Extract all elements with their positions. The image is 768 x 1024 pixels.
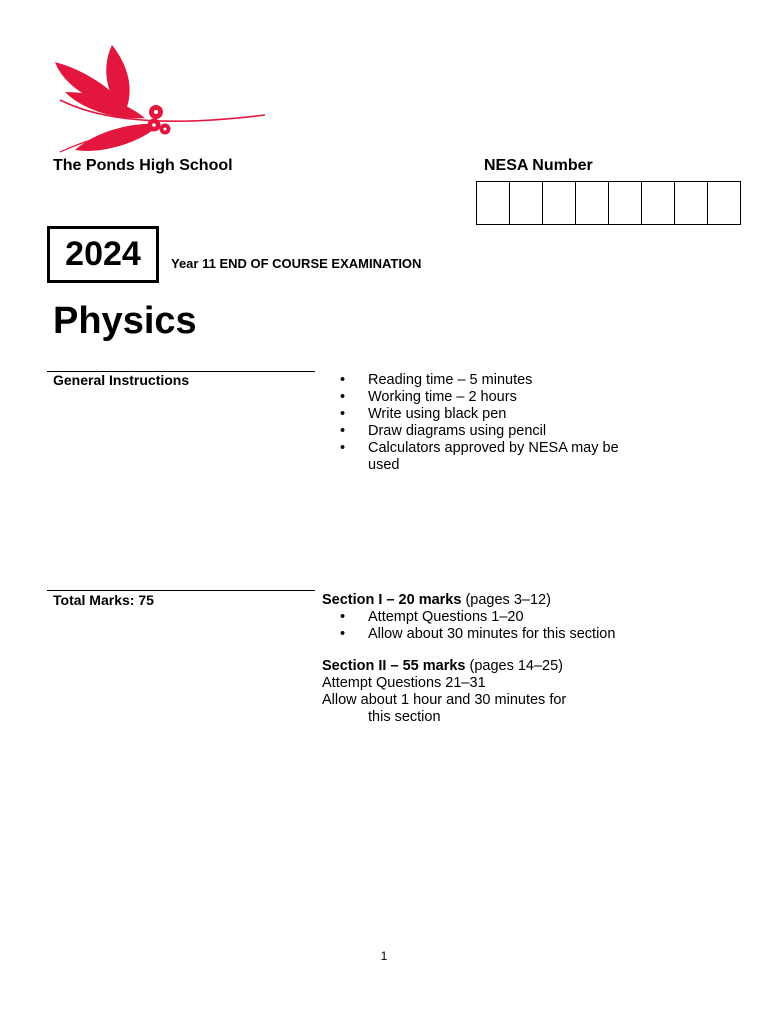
section-1-heading: Section I – 20 marks (pages 3–12) — [322, 592, 551, 608]
list-item: • Reading time – 5 minutes — [340, 372, 533, 388]
nesa-digit-box[interactable] — [675, 182, 708, 224]
nesa-digit-box[interactable] — [642, 182, 675, 224]
school-logo-icon — [50, 40, 265, 160]
nesa-digit-box[interactable] — [477, 182, 510, 224]
general-instructions-list — [340, 372, 640, 474]
page-number: 1 — [380, 949, 388, 963]
exam-title: Year 11 END OF COURSE EXAMINATION — [171, 256, 422, 271]
nesa-number-boxes — [476, 181, 741, 225]
section-2 — [322, 658, 652, 726]
list-item: • Attempt Questions 1–20 — [340, 609, 524, 625]
total-marks-label: Total Marks: 75 — [53, 592, 154, 608]
general-instructions-label: General Instructions — [53, 372, 190, 388]
nesa-number-label: NESA Number — [484, 157, 593, 174]
section-2-line: Allow about 1 hour and 30 minutes for — [322, 692, 567, 708]
nesa-digit-box[interactable] — [576, 182, 609, 224]
section-1-list — [340, 609, 640, 643]
nesa-digit-box[interactable] — [708, 182, 740, 224]
list-item: • Allow about 30 minutes for this section — [340, 626, 616, 642]
section-2-line: this section — [368, 709, 441, 725]
list-item: • Draw diagrams using pencil — [340, 423, 547, 439]
divider — [47, 590, 315, 591]
nesa-digit-box[interactable] — [510, 182, 543, 224]
nesa-digit-box[interactable] — [609, 182, 642, 224]
school-name: The Ponds High School — [53, 157, 233, 174]
list-item: • Calculators approved by NESA may be used — [340, 440, 619, 473]
exam-year: 2024 — [47, 226, 159, 283]
list-item: • Working time – 2 hours — [340, 389, 517, 405]
section-2-heading: Section II – 55 marks (pages 14–25) — [322, 658, 564, 674]
nesa-digit-box[interactable] — [543, 182, 576, 224]
section-2-line: Attempt Questions 21–31 — [322, 675, 486, 691]
list-item: • Write using black pen — [340, 406, 507, 422]
subject-title: Physics — [53, 300, 197, 342]
